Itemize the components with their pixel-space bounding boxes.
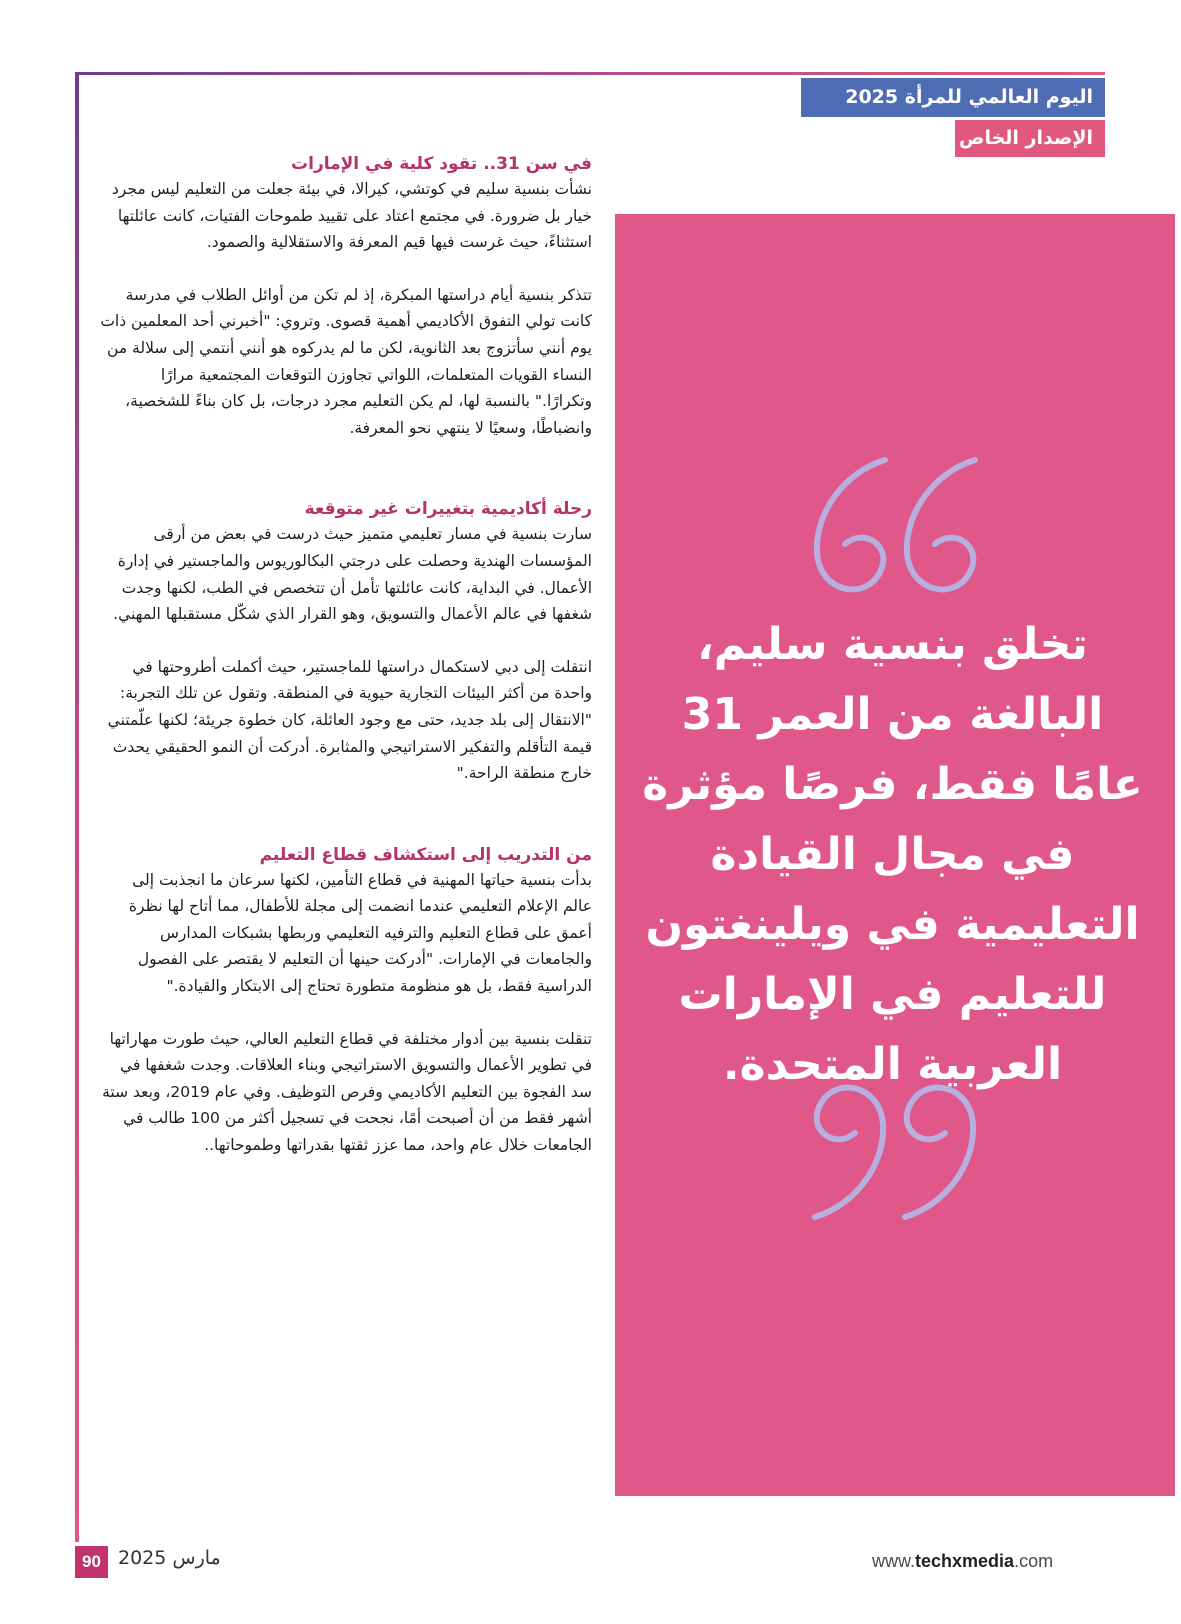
- edition-label: الإصدار الخاص: [958, 127, 1093, 149]
- paragraph: تتذكر بنسية أيام دراستها المبكرة، إذ لم تكن من أوائل الطلاب في مدرسة كانت تولي التفوق الأكاديمي أهمية قصوى. وتروي: "أخبرني أحد المعلمين ذات يوم أنني سأتزوج بعد الثانوية، لكن ما لم يدركوه هو أنني أنتمي إلى سلالة من النساء القويات المتعلمات، اللواتي تجاوزن التوقعات المجتمعية مرارًا وتكرارًا." بالنسبة لها، لم يكن التعليم مجرد درجات، بل كان بناءً للشخصية، وانضباطًا، وسعيًا لا ينتهي نحو المعرفة.: [100, 285, 592, 437]
- section-heading: في سن 31.. تقود كلية في الإمارات: [291, 154, 592, 174]
- article-section: [100, 497, 592, 786]
- page-number: 90: [75, 1546, 108, 1578]
- page-frame-left-rule: [75, 72, 79, 1542]
- url-brand: techxmedia: [915, 1551, 1015, 1571]
- edition-label-banner: [955, 120, 1105, 157]
- paragraph: نشأت بنسية سليم في كوتشي، كيرالا، في بيئة جعلت من التعليم ليس مجرد خيار بل ضرورة. في مجتمع اعتاد على تقييد طموحات الفتيات، كانت عائلتها استثناءً، حيث غرست فيها قيم المعرفة والاستقلالية والصمود.: [111, 180, 592, 252]
- article-section: [100, 152, 592, 441]
- series-title: اليوم العالمي للمرأة 2025: [845, 86, 1093, 108]
- website-url[interactable]: [872, 1551, 1053, 1572]
- closing-quote-icon: [805, 1035, 995, 1225]
- paragraph: انتقلت إلى دبي لاستكمال دراستها للماجستير، حيث أكملت أطروحتها في واحدة من أكثر البيئات التجارية حيوية في المنطقة. وتقول عن تلك التجربة: "الانتقال إلى بلد جديد، حتى مع وجود العائلة، كان خطوة جريئة؛ لكنها علّمتني قيمة التأقلم والتفكير الاستراتيجي والمثابرة. أدركت أن النمو الحقيقي يحدث خارج منطقة الراحة.": [107, 657, 592, 783]
- article-body: [100, 152, 592, 1189]
- article-section: [100, 843, 592, 1159]
- paragraph: سارت بنسية في مسار تعليمي متميز حيث درست في بعض من أرقى المؤسسات الهندية وحصلت على درجتي البكالوريوس والماجستير في إدارة الأعمال. في البداية، كانت عائلتها تأمل أن تتخصص في الطب، لكنها وجدت شغفها في عالم الأعمال والتسويق، وهو القرار الذي شكّل مستقبلها المهني.: [113, 525, 592, 624]
- paragraph: بدأت بنسية حياتها المهنية في قطاع التأمين، لكنها سرعان ما انجذبت إلى عالم الإعلام التعليمي عندما انضمت إلى مجلة للأطفال، مما أتاح لها نظرة أعمق على قطاع التعليم والترفيه التعليمي وربطها بشبكات المدارس والجامعات في الإمارات. "أدركت حينها أن التعليم لا يقتصر على الفصول الدراسية فقط، بل هو منظومة متطورة تحتاج إلى الابتكار والقيادة.": [128, 870, 592, 996]
- url-prefix: www.: [872, 1551, 916, 1571]
- pull-quote-text: تخلق بنسية سليم، البالغة من العمر 31 عامًا فقط، فرصًا مؤثرة في مجال القيادة التعليمية في ويلينغتون للتعليم في الإمارات العربية المتحدة.: [642, 619, 1143, 1090]
- url-suffix: .com: [1014, 1551, 1054, 1571]
- page-frame-top-rule: [75, 72, 1105, 75]
- series-title-banner: [801, 78, 1105, 117]
- section-heading: رحلة أكاديمية بتغييرات غير متوقعة: [304, 499, 592, 520]
- issue-date: مارس 2025: [118, 1547, 221, 1569]
- paragraph: تنقلت بنسية بين أدوار مختلفة في قطاع التعليم العالي، حيث طورت مهاراتها في تطوير الأعمال والتسويق الاستراتيجي وبناء العلاقات. وجدت شغفها في سد الفجوة بين التعليم الأكاديمي وفرص التوظيف. وفي عام 2019، وبعد ستة أشهر فقط من أن أصبحت أمًا، نجحت في تسجيل أكثر من 100 طالب في الجامعات خلال عام واحد، مما عزز ثقتها بقدراتها وطموحاتها..: [102, 1029, 592, 1155]
- section-heading: من التدريب إلى استكشاف قطاع التعليم: [259, 844, 592, 865]
